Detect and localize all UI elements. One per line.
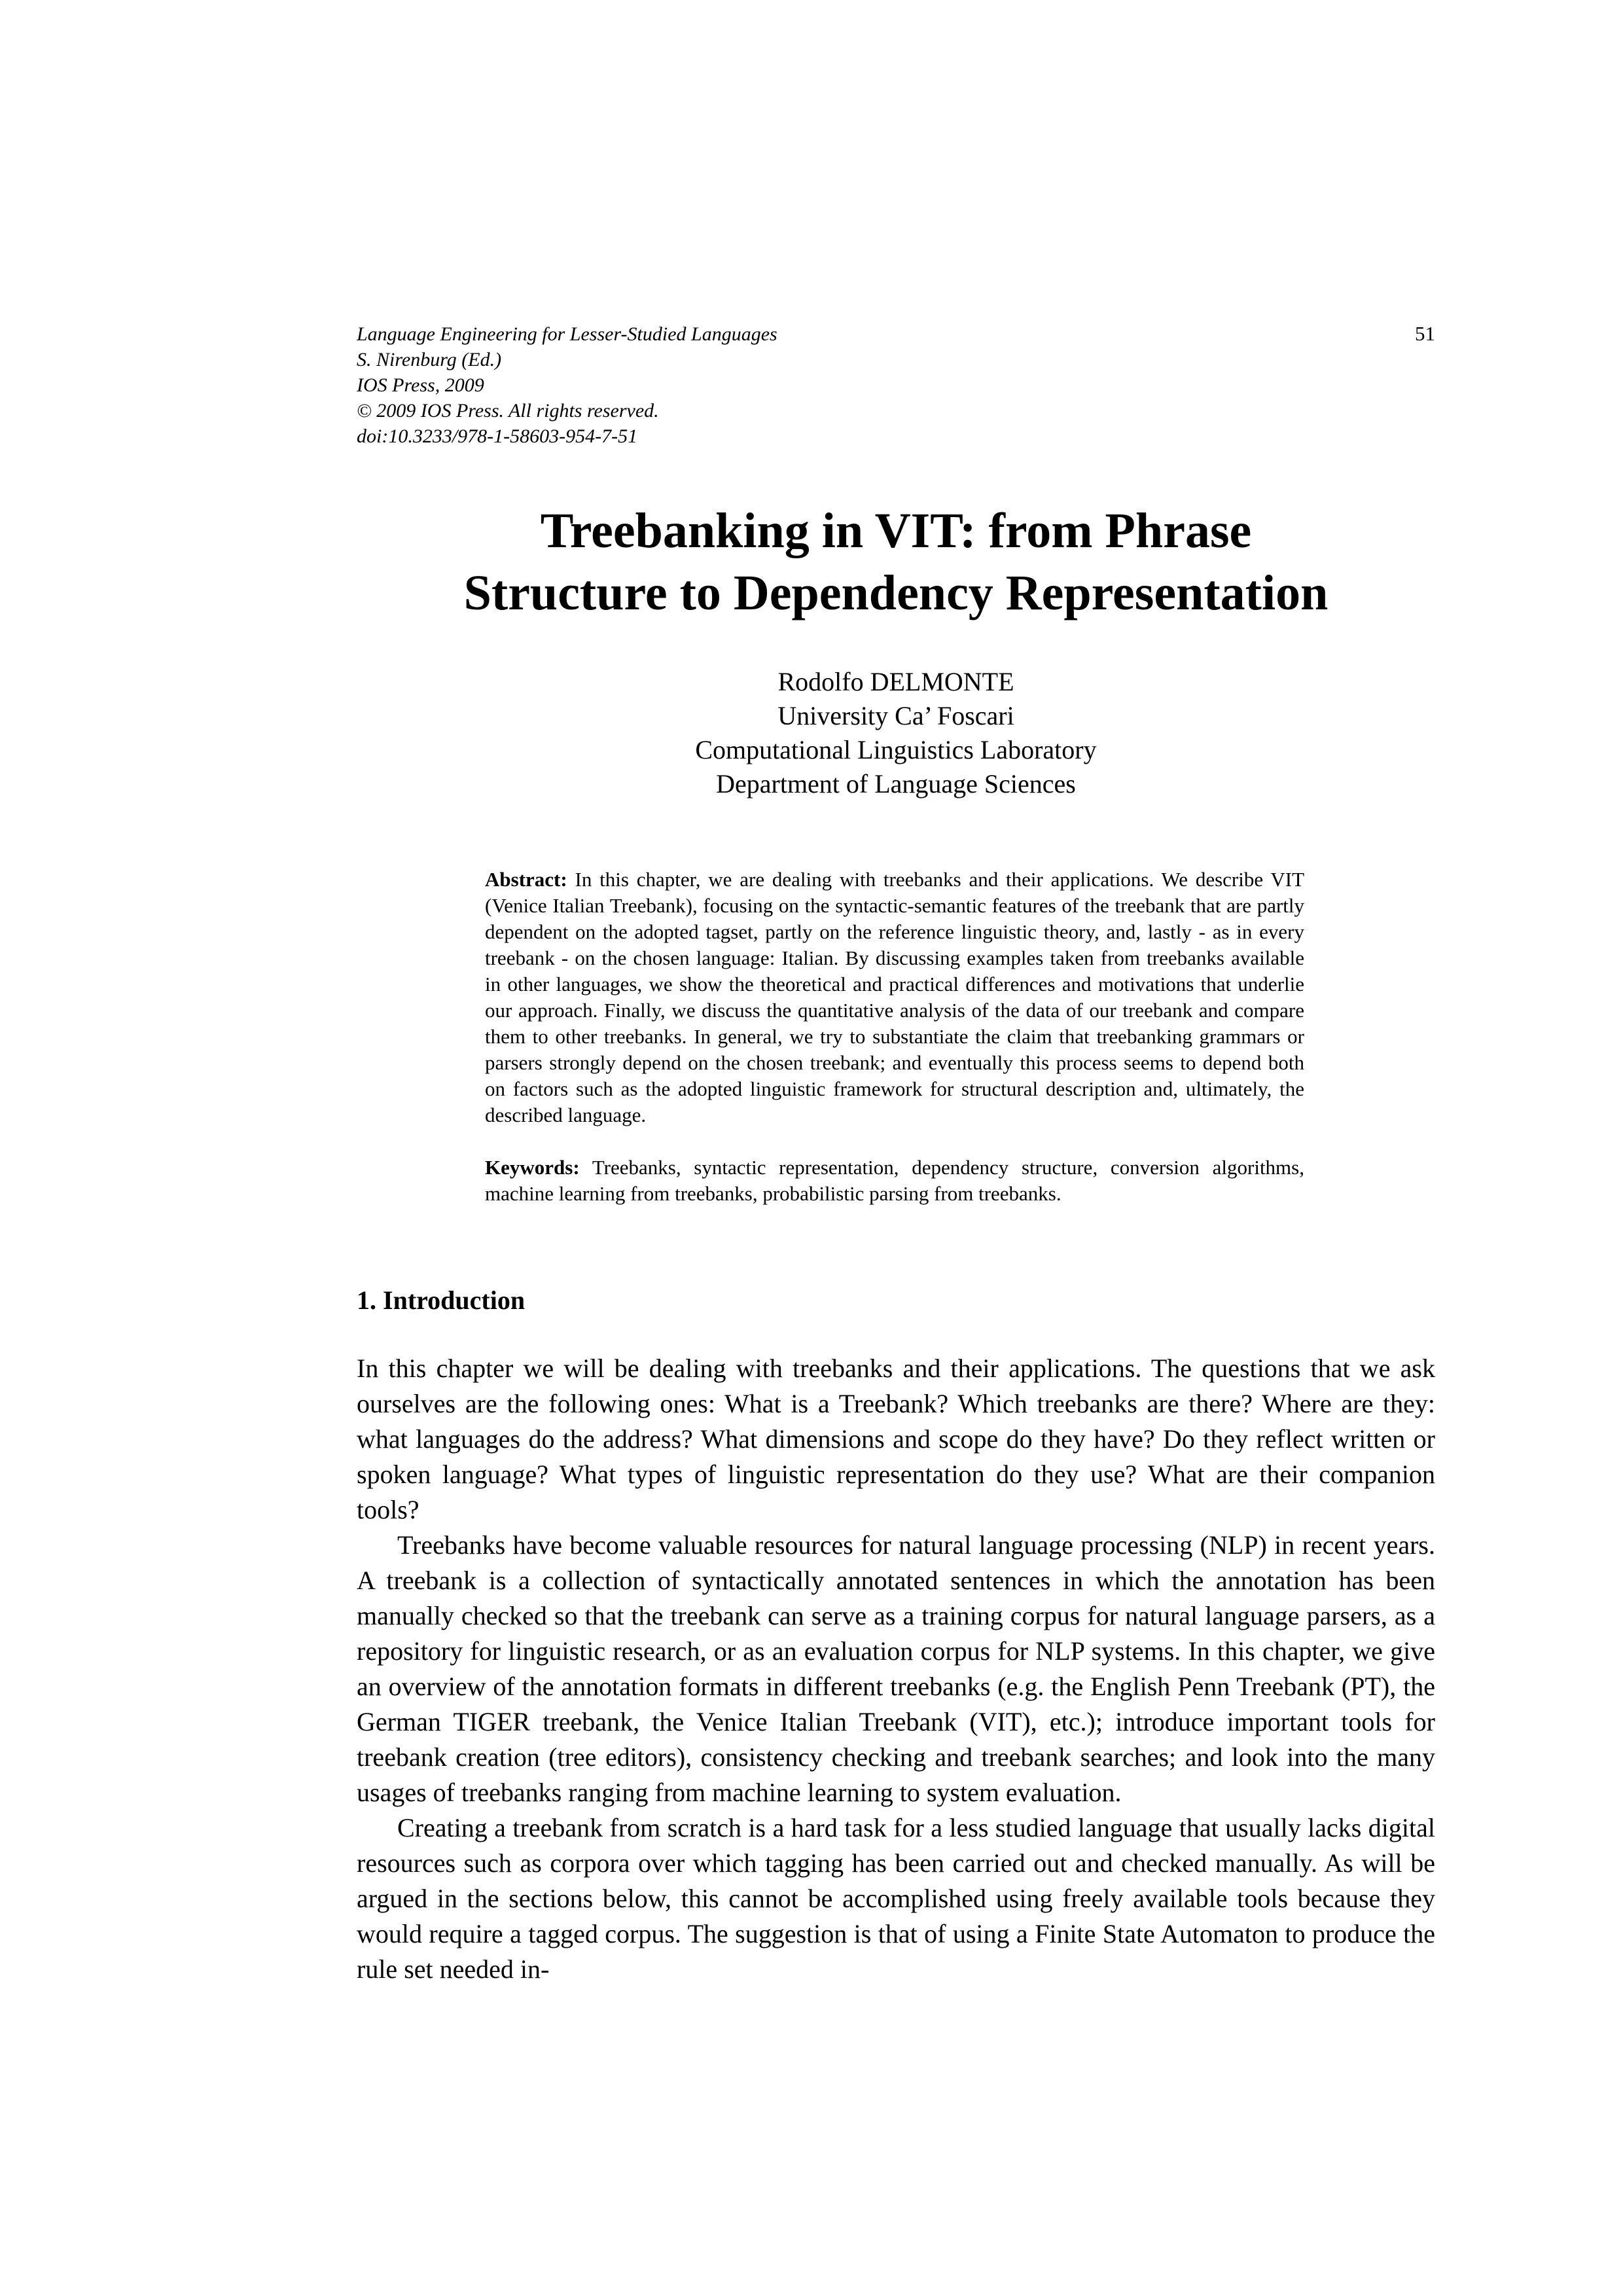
imprint-block bbox=[357, 321, 1435, 449]
page-number: 51 bbox=[1415, 322, 1435, 345]
author-name: Rodolfo DELMONTE bbox=[777, 667, 1014, 696]
author-affiliation-university: University Ca’ Foscari bbox=[777, 701, 1014, 730]
imprint-copyright: © 2009 IOS Press. All rights reserved. bbox=[357, 400, 659, 422]
imprint-editor: S. Nirenburg (Ed.) bbox=[357, 349, 502, 370]
abstract bbox=[485, 867, 1304, 1128]
section-heading-introduction: 1. Introduction bbox=[357, 1285, 526, 1315]
abstract-text: In this chapter, we are dealing with treebanks and their applications. We describe VIT (Venice Italian Treebank), focusing on the syntactic-semantic features of the treebank that are partly dependent on the adopted tagset, partly on the reference linguistic theory, and, lastly - as in every treebank - on the chosen language: Italian. By discussing examples taken from treebanks available in other languages, we show the theoretical and practical differences and motivations that underlie our approach. Finally, we discuss the quantitative analysis of the data of our treebank and compare them to other treebanks. In general, we try to substantiate the claim that treebanking grammars or parsers strongly depend on the chosen treebank; and eventually this process seems to depend both on factors such as the adopted linguistic framework for structural description and, ultimately, the described language. bbox=[485, 868, 1305, 1126]
keywords bbox=[485, 1155, 1304, 1207]
imprint-row bbox=[357, 321, 1435, 347]
imprint-series-title: Language Engineering for Lesser-Studied Languages bbox=[357, 323, 777, 345]
imprint-doi: doi:10.3233/978-1-58603-954-7-51 bbox=[357, 425, 638, 447]
imprint-publisher: IOS Press, 2009 bbox=[357, 374, 484, 396]
paper-title-line-1: Treebanking in VIT: from Phrase bbox=[540, 503, 1252, 558]
keywords-text: Treebanks, syntactic representation, dependency structure, conversion algorithms, machine learning from treebanks, probabilistic parsing from treebanks. bbox=[485, 1156, 1304, 1205]
author-block bbox=[357, 665, 1435, 801]
intro-paragraph-2: Treebanks have become valuable resources for natural language processing (NLP) in recent years. A treebank is a collection of syntactically annotated sentences in which the annotation has been manually checked so that the treebank can serve as a training corpus for natural language parsers, as a repository for linguistic research, or as an evaluation corpus for NLP systems. In this chapter, we give an overview of the annotation formats in different treebanks (e.g. the English Penn Treebank (PT), the German TIGER treebank, the Venice Italian Treebank (VIT), etc.); introduce important tools for treebank creation (tree editors), consistency checking and treebank searches; and look into the many usages of treebanks ranging from machine learning to system evaluation. bbox=[357, 1530, 1435, 1807]
intro-paragraph-3: Creating a treebank from scratch is a hard task for a less studied language that usually lacks digital resources such as corpora over which tagging has been carried out and checked manually. As will be argued in the sections below, this cannot be accomplished using freely available tools because they would require a tagged corpus. The suggestion is that of using a Finite State Automaton to produce the rule set needed in- bbox=[357, 1813, 1435, 1984]
keywords-label: Keywords: bbox=[485, 1156, 580, 1179]
author-affiliation-lab: Computational Linguistics Laboratory bbox=[695, 735, 1097, 764]
paper-title bbox=[357, 500, 1435, 624]
intro-paragraph-1: In this chapter we will be dealing with treebanks and their applications. The questions that we ask ourselves are the following ones: What is a Treebank? Which treebanks are there? Where are they: what languages do the address? What dimensions and scope do they have? Do they reflect written or spoken language? What types of linguistic representation do they use? What are their companion tools? bbox=[357, 1354, 1435, 1524]
author-affiliation-department: Department of Language Sciences bbox=[716, 769, 1076, 798]
paper-title-line-2: Structure to Dependency Representation bbox=[463, 565, 1329, 620]
abstract-label: Abstract: bbox=[485, 868, 567, 891]
